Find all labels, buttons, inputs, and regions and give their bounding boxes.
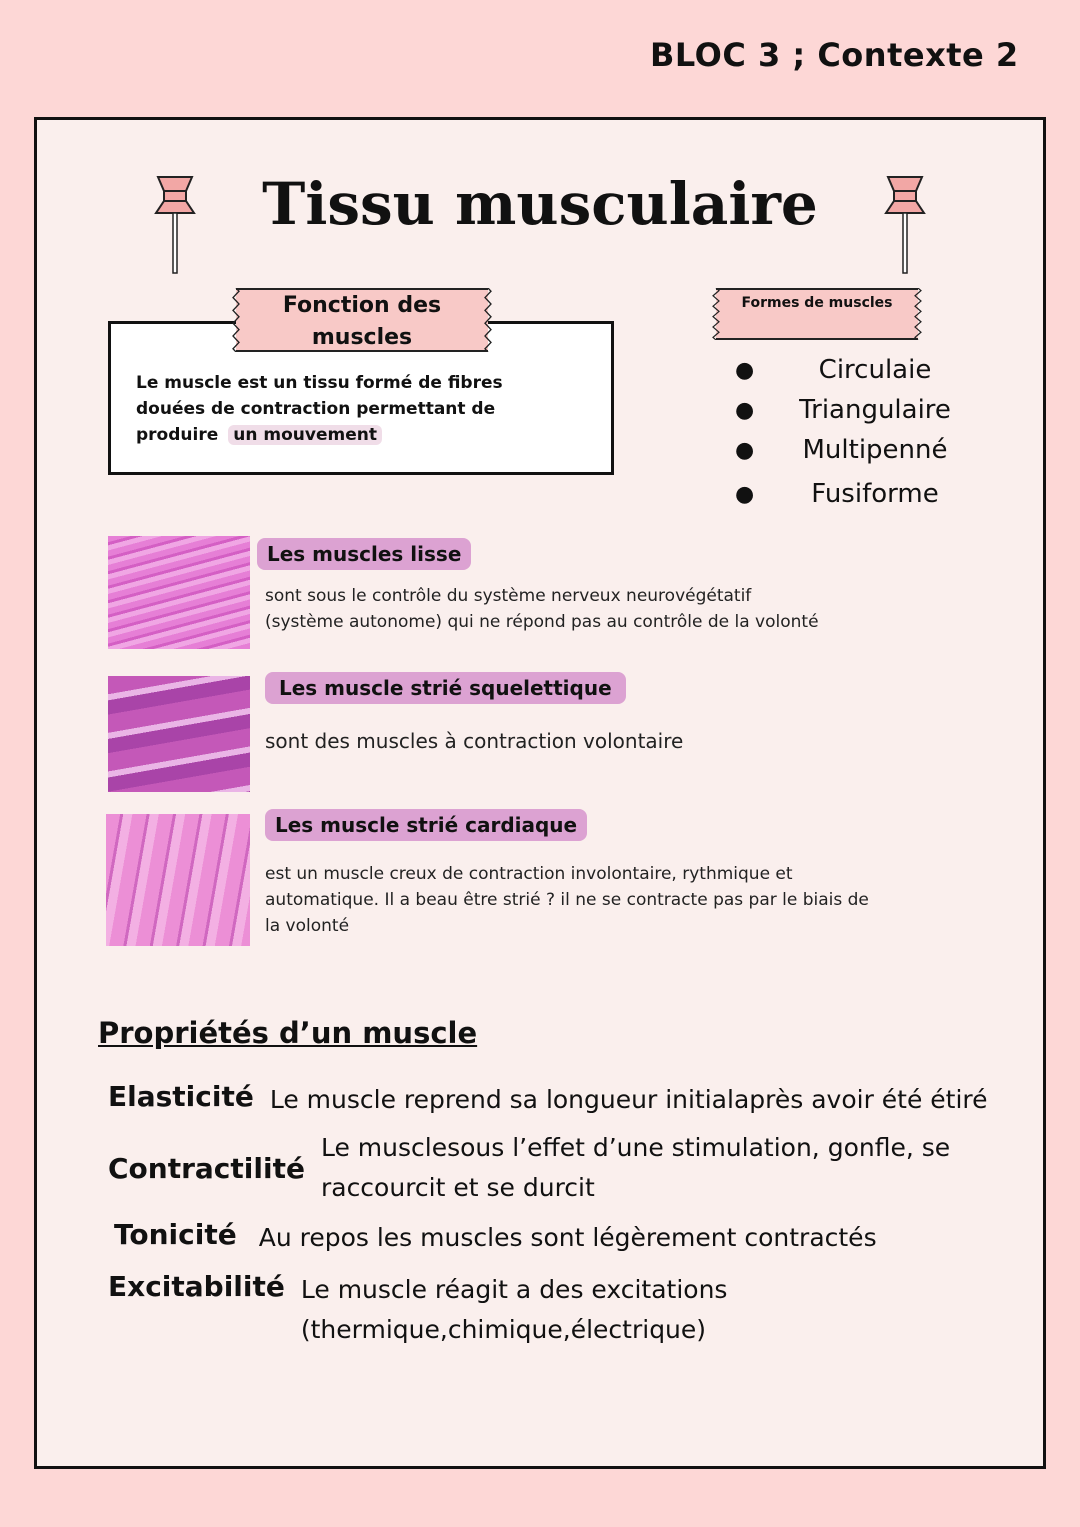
page-title: Tissu musculaire [262,170,818,238]
type-text: sont sous le contrôle du système nerveux neurovégétatif (système autonome) qui ne répond pas au contrôle de la volonté [265,586,819,632]
fonction-label: Fonction des muscles [282,293,442,350]
fonction-body: Le muscle est un tissu formé de fibres douées de contraction permettant de produire [136,373,503,445]
type-title: Les muscles lisse [257,538,471,570]
forme-label: Triangulaire [799,395,951,425]
type-title: Les muscle strié cardiaque [265,809,587,841]
formes-label: Formes de muscles [741,295,893,311]
propriete-text: Le musclesous l’effet d’une stimulation, gonfle, se raccourcit et se durcit [320,1133,951,1202]
list-item: ● Triangulaire [735,390,975,430]
propriete-name: Excitabilité [108,1270,285,1303]
tape-edge [232,288,240,352]
formes-tape-label [716,288,918,340]
list-item: ● Circulaie [735,350,975,390]
smooth-muscle-image [108,536,250,649]
type-text: est un muscle creux de contraction involontaire, rythmique et automatique. Il a beau être strié ? il ne se contracte pas par le biais de la volonté [265,864,869,936]
header-bloc: BLOC 3 ; Contexte 2 [650,36,1019,74]
fonction-highlight: un mouvement [228,425,382,445]
type-text: sont des muscles à contraction volontaire [265,729,684,753]
tape-edge [712,288,720,340]
forme-label: Multipenné [802,435,948,465]
propriete-row [114,1218,877,1258]
list-item: ● Multipenné [735,430,975,470]
fonction-text [136,370,576,448]
tape-edge [914,288,922,340]
fonction-tape-label [236,288,488,352]
propriete-row [108,1128,1001,1208]
list-item: ● Fusiforme [735,474,975,514]
tape-edge [484,288,492,352]
propriete-text: Le muscle réagit a des excitations (thermique,chimique,électrique) [300,1275,728,1344]
formes-list [735,350,975,514]
propriete-name: Tonicité [114,1218,237,1251]
cardiac-muscle-image [106,814,250,946]
skeletal-muscle-image [108,676,250,792]
forme-label: Fusiforme [811,479,939,509]
proprietes-title: Propriétés d’un muscle [98,1016,478,1050]
propriete-text: Au repos les muscles sont légèrement contractés [258,1223,877,1252]
forme-label: Circulaie [818,355,932,385]
propriete-row [108,1270,771,1350]
propriete-name: Contractilité [108,1151,305,1185]
propriete-name: Elasticité [108,1080,254,1113]
type-title: Les muscle strié squelettique [265,672,626,704]
propriete-text: Le muscle reprend sa longueur initialaprès avoir été étiré [269,1085,988,1114]
propriete-row [108,1080,988,1120]
